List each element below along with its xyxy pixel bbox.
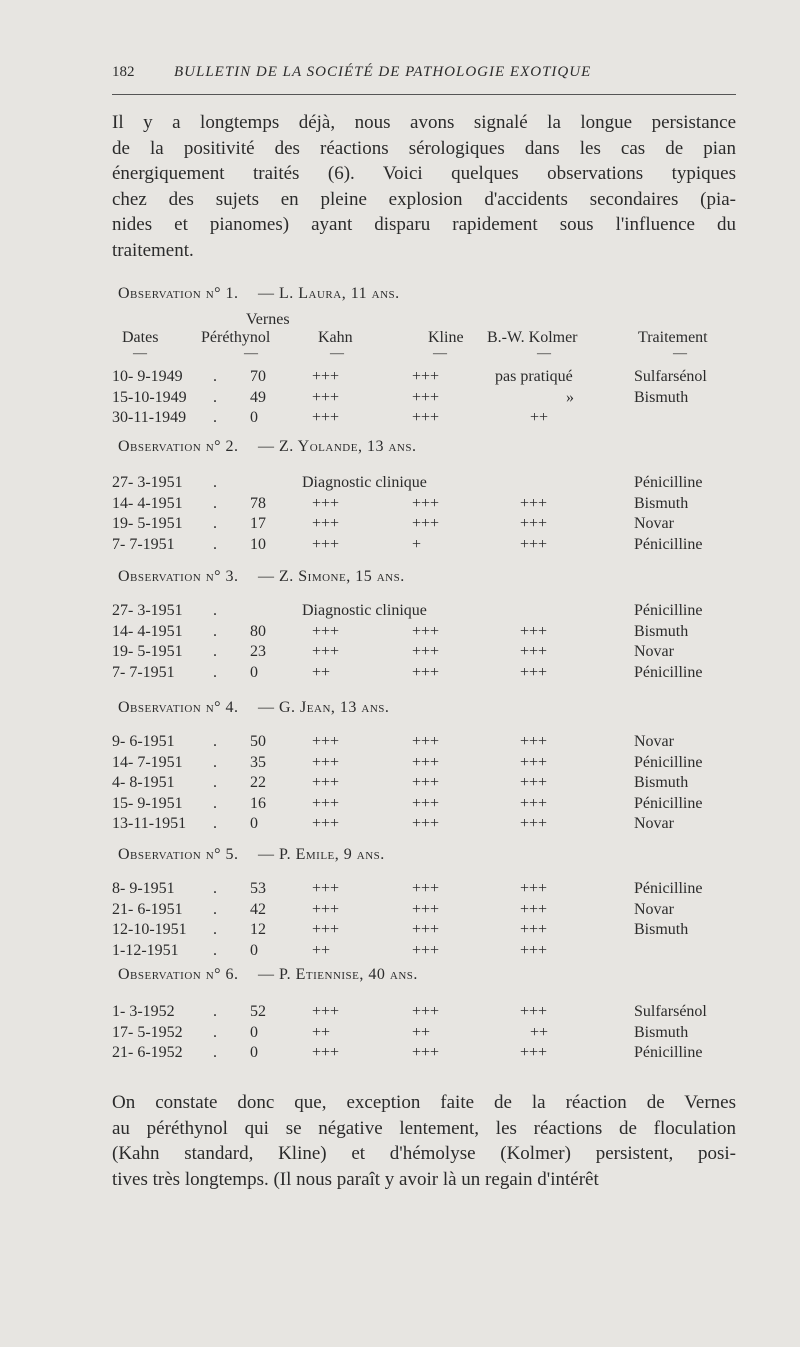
- kahn-cell: +++: [312, 643, 340, 660]
- table-row: [0, 1044, 800, 1066]
- date-cell: 8- 9-1951: [112, 880, 175, 897]
- table-row: [0, 942, 800, 964]
- observation-label: Observation n° 2.: [118, 438, 239, 455]
- kolmer-cell: +++: [520, 643, 548, 660]
- table-row: [0, 921, 800, 943]
- observation-label: Observation n° 1.: [118, 285, 239, 302]
- kahn-cell: +++: [312, 1003, 340, 1020]
- treatment-cell: Pénicilline: [634, 664, 703, 681]
- kline-cell: +++: [412, 643, 440, 660]
- vernes-cell: 16: [250, 795, 266, 812]
- treatment-cell: Pénicilline: [634, 1044, 703, 1061]
- dot-leader: .: [213, 795, 217, 812]
- kolmer-cell: +++: [520, 623, 548, 640]
- treatment-cell: Sulfarsénol: [634, 368, 707, 385]
- treatment-cell: Bismuth: [634, 623, 689, 640]
- treatment-header: Traitement: [638, 329, 708, 346]
- date-cell: 7- 7-1951: [112, 664, 175, 681]
- patient-name: — Z. Simone, 15 ans.: [258, 568, 405, 585]
- kline-cell: +++: [412, 1003, 440, 1020]
- table-row: [0, 815, 800, 837]
- vernes-cell: 78: [250, 495, 266, 512]
- treatment-cell: Novar: [634, 643, 674, 660]
- date-cell: 15-10-1949: [112, 389, 187, 406]
- kahn-header: Kahn: [318, 329, 353, 346]
- kline-cell: +++: [412, 901, 440, 918]
- vernes-cell: 0: [250, 1024, 258, 1041]
- dot-leader: .: [213, 495, 217, 512]
- kline-cell: +++: [412, 409, 440, 426]
- date-cell: 7- 7-1951: [112, 536, 175, 553]
- kline-cell: +++: [412, 623, 440, 640]
- kolmer-cell: ++: [530, 409, 549, 426]
- kolmer-cell: +++: [520, 901, 548, 918]
- kahn-dash: —: [330, 346, 344, 361]
- date-cell: 10- 9-1949: [112, 368, 183, 385]
- kahn-cell: ++: [312, 1024, 331, 1041]
- kahn-cell: +++: [312, 389, 340, 406]
- treatment-cell: Pénicilline: [634, 880, 703, 897]
- observation-title: [0, 285, 800, 307]
- date-cell: 1-12-1951: [112, 942, 179, 959]
- conclusion-paragraph: [112, 1090, 736, 1192]
- treatment-cell: Sulfarsénol: [634, 1003, 707, 1020]
- table-row: [0, 495, 800, 517]
- kahn-cell: ++: [312, 942, 331, 959]
- date-cell: 21- 6-1952: [112, 1044, 183, 1061]
- treatment-cell: Pénicilline: [634, 474, 703, 491]
- dot-leader: .: [213, 602, 217, 619]
- kahn-cell: +++: [312, 368, 340, 385]
- kolmer-cell: ++: [530, 1024, 549, 1041]
- vernes-cell: 0: [250, 942, 258, 959]
- treatment-cell: Bismuth: [634, 921, 689, 938]
- observation-title: [0, 966, 800, 988]
- vernes-cell: 49: [250, 389, 266, 406]
- kahn-cell: +++: [312, 815, 340, 832]
- dot-leader: .: [213, 389, 217, 406]
- kline-cell: +++: [412, 942, 440, 959]
- dot-leader: .: [213, 901, 217, 918]
- date-cell: 4- 8-1951: [112, 774, 175, 791]
- table-row: [0, 474, 800, 496]
- table-row: [0, 733, 800, 755]
- vernes-cell: 42: [250, 901, 266, 918]
- kline-cell: ++: [412, 1024, 431, 1041]
- kahn-cell: +++: [312, 795, 340, 812]
- dot-leader: .: [213, 664, 217, 681]
- dot-leader: .: [213, 1003, 217, 1020]
- treatment-cell: Pénicilline: [634, 536, 703, 553]
- vernes-cell: 70: [250, 368, 266, 385]
- date-cell: 12-10-1951: [112, 921, 187, 938]
- vernes-cell: 52: [250, 1003, 266, 1020]
- kline-cell: +++: [412, 815, 440, 832]
- vernes-cell: 17: [250, 515, 266, 532]
- date-cell: 21- 6-1951: [112, 901, 183, 918]
- treatment-cell: Novar: [634, 515, 674, 532]
- kahn-cell: +++: [312, 1044, 340, 1061]
- kahn-cell: +++: [312, 880, 340, 897]
- table-row: [0, 901, 800, 923]
- kahn-cell: +++: [312, 921, 340, 938]
- vernes-dash: —: [244, 346, 258, 361]
- dot-leader: .: [213, 623, 217, 640]
- patient-name: — P. Emile, 9 ans.: [258, 846, 385, 863]
- kahn-cell: +++: [312, 515, 340, 532]
- kolmer-cell: +++: [520, 1003, 548, 1020]
- kline-header: Kline: [428, 329, 464, 346]
- date-cell: 14- 7-1951: [112, 754, 183, 771]
- treatment-cell: Pénicilline: [634, 602, 703, 619]
- vernes-cell: 0: [250, 409, 258, 426]
- patient-name: — L. Laura, 11 ans.: [258, 285, 400, 302]
- treatment-cell: Pénicilline: [634, 795, 703, 812]
- date-cell: 19- 5-1951: [112, 643, 183, 660]
- vernes-cell: 10: [250, 536, 266, 553]
- patient-name: — P. Etiennise, 40 ans.: [258, 966, 418, 983]
- vernes-cell: 35: [250, 754, 266, 771]
- dot-leader: .: [213, 643, 217, 660]
- date-cell: 27- 3-1951: [112, 602, 183, 619]
- date-cell: 13-11-1951: [112, 815, 187, 832]
- table-row: [0, 754, 800, 776]
- date-cell: 14- 4-1951: [112, 623, 183, 640]
- kolmer-cell: +++: [520, 1044, 548, 1061]
- table-row: [0, 1003, 800, 1025]
- date-cell: 19- 5-1951: [112, 515, 183, 532]
- dates-header: Dates: [122, 329, 159, 346]
- kline-cell: +++: [412, 1044, 440, 1061]
- kline-cell: +++: [412, 921, 440, 938]
- page-number: 182: [112, 64, 135, 80]
- table-row: [0, 602, 800, 624]
- patient-name: — Z. Yolande, 13 ans.: [258, 438, 417, 455]
- kahn-cell: +++: [312, 536, 340, 553]
- observation-title: [0, 438, 800, 460]
- observation-label: Observation n° 5.: [118, 846, 239, 863]
- dot-leader: .: [213, 880, 217, 897]
- dates-dash: —: [133, 346, 147, 361]
- kolmer-cell: +++: [520, 795, 548, 812]
- table-row: [0, 880, 800, 902]
- treatment-cell: Novar: [634, 733, 674, 750]
- kolmer-cell: +++: [520, 515, 548, 532]
- vernes-cell: 23: [250, 643, 266, 660]
- journal-title: BULLETIN DE LA SOCIÉTÉ DE PATHOLOGIE EXOTIQUE: [174, 64, 592, 80]
- page-header: [112, 64, 736, 90]
- intro-paragraph: [112, 110, 736, 263]
- vernes-cell: 80: [250, 623, 266, 640]
- vernes-header: Vernes: [246, 311, 290, 328]
- kahn-cell: +++: [312, 623, 340, 640]
- kolmer-cell: +++: [520, 536, 548, 553]
- paragraph-line: chez des sujets en pleine explosion d'accidents secondaires (pia-: [112, 188, 736, 210]
- table-header-dashes: [0, 346, 800, 368]
- kahn-cell: ++: [312, 664, 331, 681]
- dot-leader: .: [213, 368, 217, 385]
- dot-leader: .: [213, 815, 217, 832]
- table-row: [0, 515, 800, 537]
- kline-cell: +++: [412, 495, 440, 512]
- kahn-cell: +++: [312, 409, 340, 426]
- observation-title: [0, 699, 800, 721]
- kolmer-cell: pas pratiqué: [495, 368, 573, 385]
- dot-leader: .: [213, 774, 217, 791]
- dot-leader: .: [213, 1044, 217, 1061]
- paragraph-line: tives très longtemps. (Il nous paraît y avoir là un regain d'intérêt: [112, 1168, 599, 1190]
- date-cell: 30-11-1949: [112, 409, 187, 426]
- dot-leader: .: [213, 754, 217, 771]
- kolmer-dash: —: [537, 346, 551, 361]
- paragraph-line: au péréthynol qui se négative lentement, les réactions de floculation: [112, 1117, 736, 1139]
- treatment-cell: Novar: [634, 815, 674, 832]
- kolmer-cell: +++: [520, 664, 548, 681]
- dot-leader: .: [213, 474, 217, 491]
- kolmer-cell: »: [566, 389, 574, 406]
- vernes-cell: 0: [250, 1044, 258, 1061]
- paragraph-line: de la positivité des réactions sérologiques dans les cas de pian: [112, 137, 736, 159]
- table-row: [0, 536, 800, 558]
- dot-leader: .: [213, 409, 217, 426]
- kline-cell: +++: [412, 754, 440, 771]
- table-row: [0, 409, 800, 431]
- observation-label: Observation n° 6.: [118, 966, 239, 983]
- dot-leader: .: [213, 921, 217, 938]
- table-row: [0, 389, 800, 411]
- paragraph-line: On constate donc que, exception faite de la réaction de Vernes: [112, 1092, 736, 1113]
- vernes-cell: 50: [250, 733, 266, 750]
- table-row: [0, 1024, 800, 1046]
- kline-cell: +++: [412, 733, 440, 750]
- kolmer-cell: +++: [520, 815, 548, 832]
- table-row: [0, 774, 800, 796]
- treatment-cell: Pénicilline: [634, 754, 703, 771]
- kahn-cell: +++: [312, 733, 340, 750]
- diagnosis-cell: Diagnostic clinique: [302, 602, 427, 619]
- kline-cell: +++: [412, 880, 440, 897]
- treatment-cell: Novar: [634, 901, 674, 918]
- diagnosis-cell: Diagnostic clinique: [302, 474, 427, 491]
- vernes-cell: 53: [250, 880, 266, 897]
- kline-cell: +: [412, 536, 422, 553]
- vernes-cell: 0: [250, 815, 258, 832]
- kline-dash: —: [433, 346, 447, 361]
- table-row: [0, 623, 800, 645]
- date-cell: 15- 9-1951: [112, 795, 183, 812]
- dot-leader: .: [213, 1024, 217, 1041]
- treatment-cell: Bismuth: [634, 495, 689, 512]
- kolmer-header: B.-W. Kolmer: [487, 329, 578, 346]
- dot-leader: .: [213, 536, 217, 553]
- paragraph-line: nides et pianomes) ayant disparu rapidement sous l'influence du: [112, 214, 736, 235]
- treatment-dash: —: [673, 346, 687, 361]
- kline-cell: +++: [412, 774, 440, 791]
- observation-label: Observation n° 3.: [118, 568, 239, 585]
- date-cell: 27- 3-1951: [112, 474, 183, 491]
- observation-title: [0, 846, 800, 868]
- table-row: [0, 643, 800, 665]
- date-cell: 14- 4-1951: [112, 495, 183, 512]
- kolmer-cell: +++: [520, 754, 548, 771]
- kahn-cell: +++: [312, 754, 340, 771]
- kline-cell: +++: [412, 515, 440, 532]
- vernes-cell: 12: [250, 921, 266, 938]
- observation-title: [0, 568, 800, 590]
- treatment-cell: Bismuth: [634, 774, 689, 791]
- vernes-cell: 0: [250, 664, 258, 681]
- dot-leader: .: [213, 942, 217, 959]
- kahn-cell: +++: [312, 774, 340, 791]
- kline-cell: +++: [412, 389, 440, 406]
- paragraph-line: énergiquement traités (6). Voici quelques observations typiques: [112, 163, 736, 184]
- date-cell: 17- 5-1952: [112, 1024, 183, 1041]
- perethynol-header: Péréthynol: [201, 329, 271, 346]
- patient-name: — G. Jean, 13 ans.: [258, 699, 390, 716]
- paragraph-line: Il y a longtemps déjà, nous avons signalé la longue persistance: [112, 112, 736, 133]
- kolmer-cell: +++: [520, 942, 548, 959]
- table-row: [0, 795, 800, 817]
- kolmer-cell: +++: [520, 495, 548, 512]
- dot-leader: .: [213, 733, 217, 750]
- table-row: [0, 368, 800, 390]
- date-cell: 9- 6-1951: [112, 733, 175, 750]
- treatment-cell: Bismuth: [634, 1024, 689, 1041]
- vernes-cell: 22: [250, 774, 266, 791]
- kolmer-cell: +++: [520, 921, 548, 938]
- table-row: [0, 664, 800, 686]
- kline-cell: +++: [412, 664, 440, 681]
- kolmer-cell: +++: [520, 733, 548, 750]
- paragraph-line: traitement.: [112, 239, 194, 261]
- header-rule: [112, 94, 736, 95]
- paragraph-line: (Kahn standard, Kline) et d'hémolyse (Kolmer) persistent, posi-: [112, 1143, 736, 1164]
- kahn-cell: +++: [312, 495, 340, 512]
- observation-label: Observation n° 4.: [118, 699, 239, 716]
- dot-leader: .: [213, 515, 217, 532]
- treatment-cell: Bismuth: [634, 389, 689, 406]
- kline-cell: +++: [412, 368, 440, 385]
- kolmer-cell: +++: [520, 774, 548, 791]
- kahn-cell: +++: [312, 901, 340, 918]
- kolmer-cell: +++: [520, 880, 548, 897]
- date-cell: 1- 3-1952: [112, 1003, 175, 1020]
- kline-cell: +++: [412, 795, 440, 812]
